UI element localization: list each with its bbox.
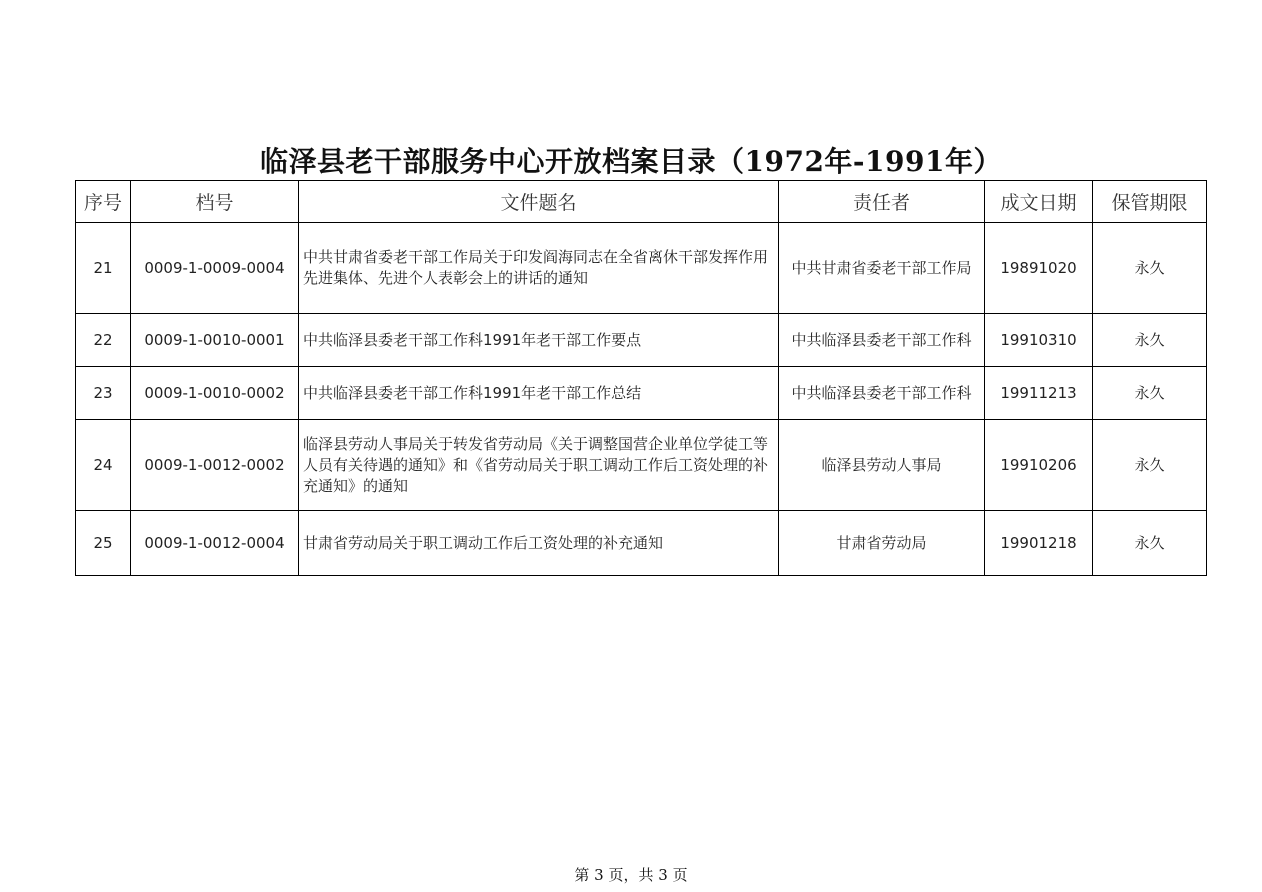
cell-retention: 永久 [1093, 223, 1207, 314]
page-title: 临泽县老干部服务中心开放档案目录（1972年-1991年） [260, 145, 1002, 178]
cell-seq: 21 [76, 223, 131, 314]
table-row [76, 511, 1207, 576]
cell-archive-no: 0009-1-0010-0001 [131, 314, 299, 367]
table-row [76, 223, 1207, 314]
cell-date: 19911213 [985, 367, 1093, 420]
cell-archive-no: 0009-1-0009-0004 [131, 223, 299, 314]
cell-seq: 24 [76, 420, 131, 511]
header-responsible: 责任者 [779, 181, 985, 223]
table-header-row [76, 181, 1207, 223]
header-doc-title: 文件题名 [299, 181, 779, 223]
cell-doc-title: 中共甘肃省委老干部工作局关于印发阎海同志在全省离休干部发挥作用先进集体、先进个人表彰会上的讲话的通知 [299, 223, 779, 314]
cell-archive-no: 0009-1-0012-0004 [131, 511, 299, 576]
cell-doc-title: 临泽县劳动人事局关于转发省劳动局《关于调整国营企业单位学徒工等人员有关待遇的通知》和《省劳动局关于职工调动工作后工资处理的补充通知》的通知 [299, 420, 779, 511]
cell-responsible: 中共甘肃省委老干部工作局 [779, 223, 985, 314]
cell-responsible: 中共临泽县委老干部工作科 [779, 367, 985, 420]
cell-retention: 永久 [1093, 511, 1207, 576]
cell-doc-title: 中共临泽县委老干部工作科1991年老干部工作总结 [299, 367, 779, 420]
cell-responsible: 临泽县劳动人事局 [779, 420, 985, 511]
header-seq: 序号 [76, 181, 131, 223]
cell-seq: 22 [76, 314, 131, 367]
table-row [76, 314, 1207, 367]
cell-date: 19901218 [985, 511, 1093, 576]
cell-date: 19910206 [985, 420, 1093, 511]
header-date: 成文日期 [985, 181, 1093, 223]
cell-responsible: 中共临泽县委老干部工作科 [779, 314, 985, 367]
cell-responsible: 甘肃省劳动局 [779, 511, 985, 576]
cell-seq: 25 [76, 511, 131, 576]
cell-archive-no: 0009-1-0012-0002 [131, 420, 299, 511]
cell-seq: 23 [76, 367, 131, 420]
cell-archive-no: 0009-1-0010-0002 [131, 367, 299, 420]
page-footer: 第 3 页，共 3 页 [574, 866, 688, 884]
archive-catalog-table [75, 180, 1207, 576]
table-row [76, 420, 1207, 511]
cell-retention: 永久 [1093, 314, 1207, 367]
cell-date: 19891020 [985, 223, 1093, 314]
cell-retention: 永久 [1093, 367, 1207, 420]
header-archive-no: 档号 [131, 181, 299, 223]
cell-doc-title: 甘肃省劳动局关于职工调动工作后工资处理的补充通知 [299, 511, 779, 576]
table-row [76, 367, 1207, 420]
cell-doc-title: 中共临泽县委老干部工作科1991年老干部工作要点 [299, 314, 779, 367]
cell-retention: 永久 [1093, 420, 1207, 511]
cell-date: 19910310 [985, 314, 1093, 367]
header-retention: 保管期限 [1093, 181, 1207, 223]
